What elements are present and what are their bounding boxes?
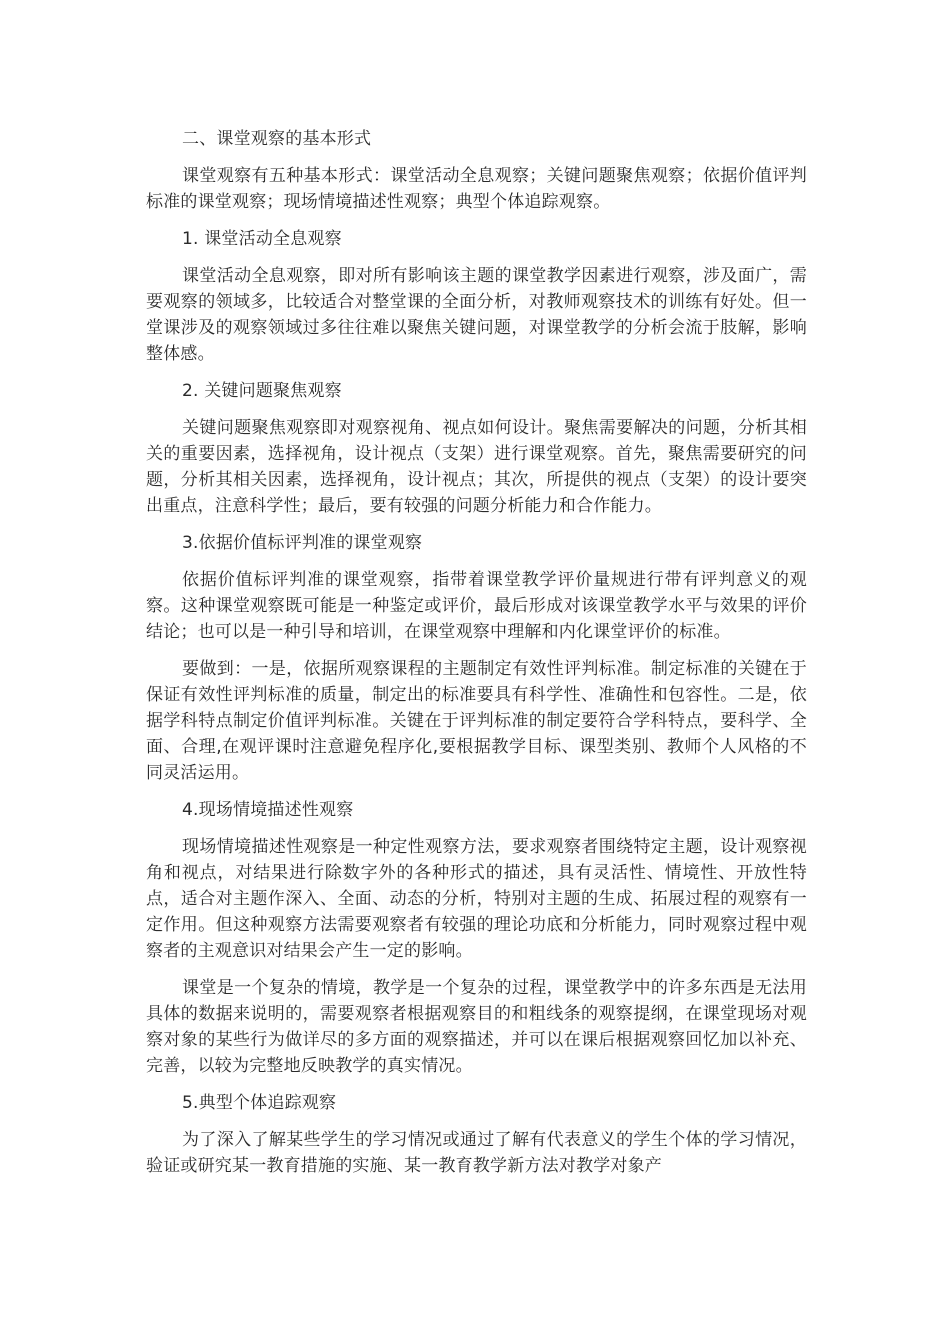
paragraph-complex-classroom: 课堂是一个复杂的情境，教学是一个复杂的过程，课堂教学中的许多东西是无法用具体的数据来说明的，需要观察者根据观察目的和粗线条的观察提纲，在课堂现场对观察对象的某些行为做详尽的多方面的观察描述，并可以在课后根据观察回忆加以补充、完善，以较为完整地反映教学的真实情况。 xyxy=(146,978,807,1076)
document-page xyxy=(146,126,807,1190)
subsection-heading-4: 4.现场情境描述性观察 xyxy=(182,800,354,820)
intro-paragraph: 课堂观察有五种基本形式：课堂活动全息观察；关键问题聚焦观察；依据价值评判标准的课堂观察；现场情境描述性观察；典型个体追踪观察。 xyxy=(146,166,807,212)
subsection-heading-1: 1. 课堂活动全息观察 xyxy=(182,229,342,249)
paragraph-key-issue-observation: 关键问题聚焦观察即对观察视角、视点如何设计。聚焦需要解决的问题，分析其相关的重要因素，选择视角，设计视点（支架）进行课堂观察。首先，聚焦需要研究的问题，分析其相关因素，选择视角，设计视点；其次，所提供的视点（支架）的设计要突出重点，注意科学性；最后，要有较强的问题分析能力和合作能力。 xyxy=(146,418,807,516)
subsection-heading-5: 5.典型个体追踪观察 xyxy=(182,1093,337,1113)
section-heading: 二、课堂观察的基本形式 xyxy=(182,129,372,149)
paragraph-descriptive-observation: 现场情境描述性观察是一种定性观察方法，要求观察者围绕特定主题，设计观察视角和视点，对结果进行除数字外的各种形式的描述，具有灵活性、情境性、开放性特点，适合对主题作深入、全面、动态的分析，特别对主题的生成、拓展过程的观察有一定作用。但这种观察方法需要观察者有较强的理论功底和分析能力，同时观察过程中观察者的主观意识对结果会产生一定的影响。 xyxy=(146,837,807,961)
paragraph-holistic-observation: 课堂活动全息观察，即对所有影响该主题的课堂教学因素进行观察，涉及面广，需要观察的领域多，比较适合对整堂课的全面分析，对教师观察技术的训练有好处。但一堂课涉及的观察领域过多往往难以聚焦关键问题，对课堂教学的分析会流于肢解，影响整体感。 xyxy=(146,266,807,364)
paragraph-value-standard-observation: 依据价值标评判准的课堂观察，指带着课堂教学评价量规进行带有评判意义的观察。这种课堂观察既可能是一种鉴定或评价，最后形成对该课堂教学水平与效果的评价结论；也可以是一种引导和培训，在课堂观察中理解和内化课堂评价的标准。 xyxy=(146,570,807,642)
subsection-heading-2: 2. 关键问题聚焦观察 xyxy=(182,381,342,401)
paragraph-requirements: 要做到：一是，依据所观察课程的主题制定有效性评判标准。制定标准的关键在于保证有效性评判标准的质量，制定出的标准要具有科学性、准确性和包容性。二是，依据学科特点制定价值评判标准。关键在于评判标准的制定要符合学科特点，要科学、全面、合理,在观评课时注意避免程序化,要根据教学目标、课型类别、教师个人风格的不同灵活运用。 xyxy=(146,659,807,783)
paragraph-individual-tracking: 为了深入了解某些学生的学习情况或通过了解有代表意义的学生个体的学习情况，验证或研究某一教育措施的实施、某一教育教学新方法对教学对象产 xyxy=(146,1130,807,1176)
subsection-heading-3: 3.依据价值标评判准的课堂观察 xyxy=(182,533,423,553)
